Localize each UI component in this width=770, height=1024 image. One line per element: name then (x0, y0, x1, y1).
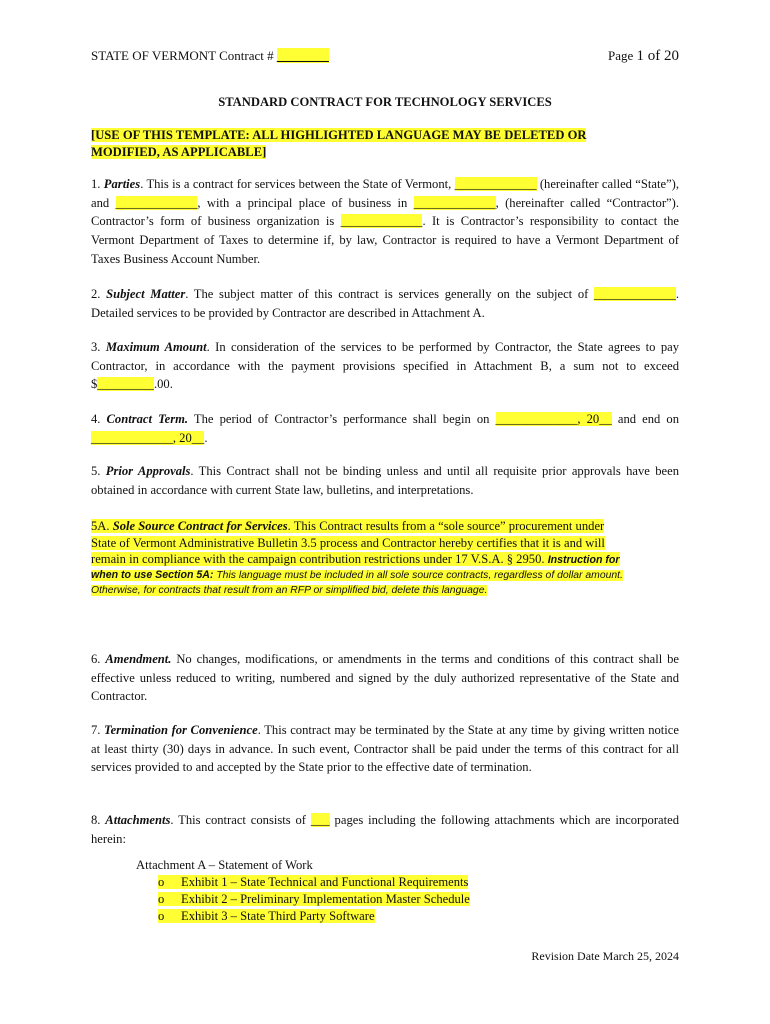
section-termination: 7. Termination for Convenience. This contract may be terminated by the State at any time by giving written notice at least thirty (30) days in advance. In such event, Contractor shall be paid under the terms of this contract for all services provided to and accepted by the State prior to the effective date of termination. (91, 723, 679, 775)
contractor-name-blank: _____________ (115, 195, 198, 210)
attachment-a-label: Attachment A – Statement of Work (136, 858, 313, 872)
end-date-blank: _____________, 20__ (91, 430, 205, 445)
business-place-blank: _____________ (413, 195, 496, 210)
section-prior-approvals: 5. Prior Approvals. This Contract shall not be binding unless and until all requisite prior approvals have been obtained in accordance with current State law, bulletins, and interpretations. (91, 464, 679, 497)
bullet-icon: o (158, 909, 165, 923)
section-attachments: 8. Attachments. This contract consists of ___ pages including the following attachments which are incorporated herein: (91, 813, 679, 846)
section-heading: Contract Term. (106, 412, 189, 426)
section-heading: Maximum Amount (105, 340, 207, 354)
page-count-blank: ___ (310, 813, 330, 827)
bullet-icon: o (158, 892, 165, 906)
section-heading: Subject Matter (106, 287, 186, 301)
section-heading: Prior Approvals (105, 464, 191, 478)
page-number: 1 (636, 48, 644, 64)
exhibit-item: o Exhibit 2 – Preliminary Implementation Master Schedule (158, 892, 470, 906)
section-parties: 1. Parties. This is a contract for services between the State of Vermont, _____________ (hereinafter called “State”), and _____________, with a principal place of business in _____________, (hereinafter called “Contractor”). Contractor’s form of business organization is _____________. It is Contractor’s responsibility to contact the Vermont Department of Taxes to determine if, by law, Contractor is required to have a Vermont Department of Taxes Business Account Number. (91, 177, 680, 266)
section-maximum-amount: 3. Maximum Amount. In consideration of the services to be performed by Contractor, the State agrees to pay Contractor, in accordance with the payment provisions specified in Attachment B, a sum not to exceed $_________.00. (91, 340, 680, 392)
section-contract-term: 4. Contract Term. The period of Contractor’s performance shall begin on _____________, 20__ and end on _____________, 20__. (91, 412, 680, 445)
state-name-blank: _____________ (454, 177, 537, 191)
organization-form-blank: _____________ (340, 214, 423, 229)
exhibit-item: o Exhibit 3 – State Third Party Software (158, 909, 375, 923)
bullet-icon: o (158, 875, 165, 889)
page-header (91, 48, 679, 66)
instruction-label: Instruction for (547, 554, 620, 566)
template-notice: [USE OF THIS TEMPLATE: ALL HIGHLIGHTED LANGUAGE MAY BE DELETED OR MODIFIED, AS APPLICABLE] (91, 128, 587, 159)
page-indicator: Page 1 of 20 (607, 48, 679, 64)
revision-date: Revision Date March 25, 2024 (531, 949, 679, 963)
section-heading: Termination for Convenience (104, 723, 258, 737)
contract-number-blank: ________ (276, 48, 329, 63)
document-title: STANDARD CONTRACT FOR TECHNOLOGY SERVICES (218, 95, 552, 109)
section-heading: Attachments (105, 813, 171, 827)
exhibit-item: o Exhibit 1 – State Technical and Functional Requirements (158, 875, 469, 889)
start-date-blank: _____________, 20__ (495, 412, 612, 426)
section-amendment: 6. Amendment. No changes, modifications, or amendments in the terms and conditions of this contract shall be effective unless reduced to writing, numbered and signed by the duly authorized representative of the State and Contractor. (91, 652, 679, 704)
section-subject-matter: 2. Subject Matter. The subject matter of this contract is services generally on the subject of _____________. Detailed services to be provided by Contractor are described in Attachment A. (91, 287, 679, 320)
amount-blank: _________ (97, 377, 154, 392)
header-contract-number: STATE OF VERMONT Contract # ________ (91, 48, 329, 63)
section-heading: Amendment. (105, 652, 172, 666)
section-heading: Parties (103, 177, 141, 191)
section-heading: Sole Source Contract for Services (112, 519, 288, 533)
subject-blank: _____________ (593, 287, 676, 301)
